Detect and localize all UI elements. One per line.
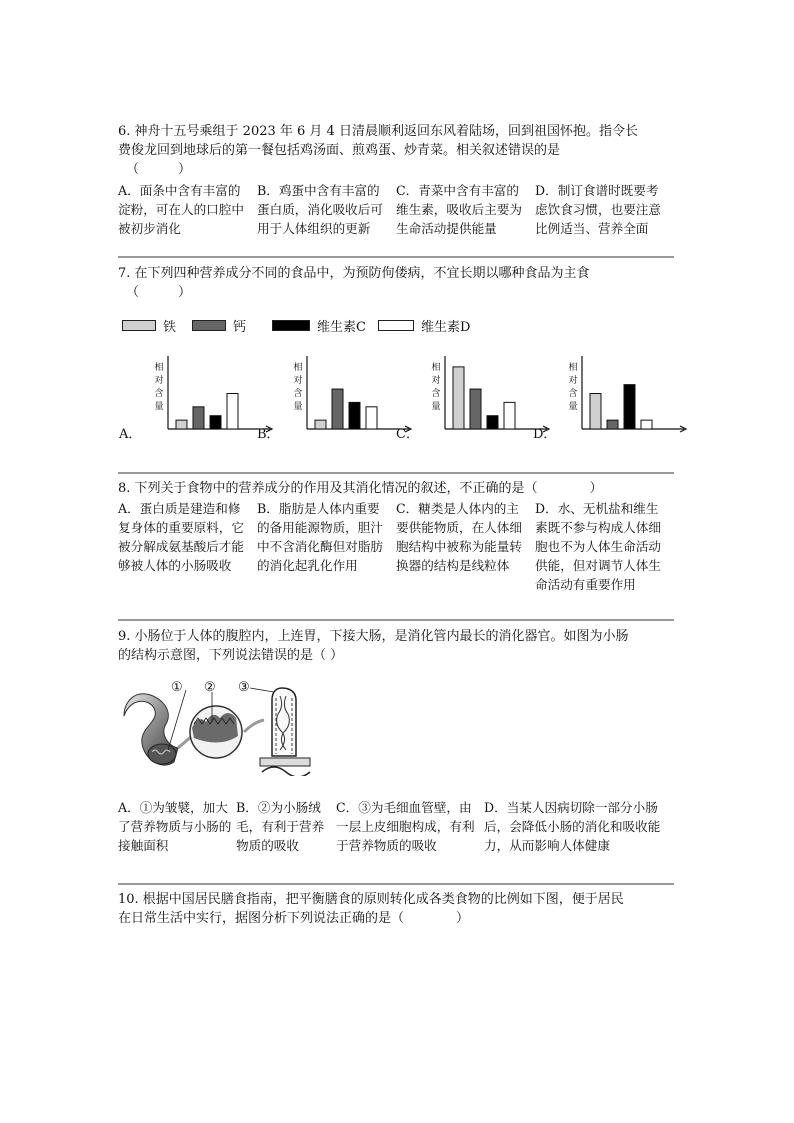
bar-c-iron	[453, 367, 464, 429]
leader-line-3	[250, 688, 274, 692]
bar-chart-c	[439, 354, 559, 439]
legend-label-iron: 铁	[163, 319, 177, 335]
question-6	[118, 122, 674, 238]
legend-swatch-vitamin-c	[272, 320, 310, 331]
bar-chart-a	[162, 354, 282, 439]
q10-stem-line1: 10. 根据中国居民膳食指南，把平衡膳食的原则转化成各类食物的比例如下图，便于居民	[118, 892, 624, 907]
legend-swatch-iron	[122, 320, 156, 331]
q7-option-d[interactable]: D．	[533, 427, 557, 442]
y-axis-label-c: 相对含量	[431, 363, 441, 412]
label-2: ②	[204, 680, 216, 695]
divider-3	[118, 619, 674, 621]
q9-stem-line1: 9. 小肠位于人体的腹腔内，上连胃，下接大肠，是消化管内最长的消化器官。如图为小肠	[118, 629, 629, 644]
q6-answer-blank: （ ）	[126, 162, 192, 177]
chart-legend	[122, 316, 542, 336]
q8-options	[118, 499, 674, 594]
question-7	[118, 264, 674, 302]
divider-2	[118, 472, 674, 474]
arrow-2	[244, 720, 264, 732]
q6-stem-line1: 6. 神舟十五号乘组于 2023 年 6 月 4 日清晨顺利返回东风着陆场，回到祖国怀抱。指令长	[118, 124, 638, 139]
label-1: ①	[171, 680, 183, 695]
y-axis-label-a: 相对含量	[154, 363, 164, 412]
q7-option-b[interactable]: B．	[257, 427, 280, 442]
bar-a-vitamin-d	[227, 394, 238, 430]
fold-magnified-circle	[190, 706, 242, 758]
q6-option-c[interactable]: C．青菜中含有丰富的维生素，吸收后主要为生命活动提供能量	[396, 183, 522, 236]
legend-label-vitamin-d: 维生素D	[421, 319, 471, 335]
question-8	[118, 479, 674, 594]
q8-stem: 8. 下列关于食物中的营养成分的作用及其消化情况的叙述，不正确的是（ ）	[118, 481, 603, 496]
q7-option-a[interactable]: A．	[119, 427, 142, 442]
q9-option-c[interactable]: C．③为毛细血管壁，由一层上皮细胞构成，有利于营养物质的吸收	[336, 800, 475, 853]
legend-label-vitamin-c: 维生素C	[317, 319, 366, 335]
q9-options	[118, 798, 674, 855]
q8-option-a[interactable]: A．蛋白质是建造和修复身体的重要原料，它被分解成氨基酸后才能够被人体的小肠吸收	[118, 501, 244, 573]
bar-d-iron	[590, 394, 601, 430]
bar-d-vitamin-d	[641, 420, 652, 429]
q8-option-c[interactable]: C．糖类是人体内的主要供能物质，在人体细胞结构中被称为能量转换器的结构是线粒体	[396, 501, 522, 573]
intestine-tube-drawing	[124, 694, 178, 765]
divider-4	[118, 883, 674, 885]
villus-drawing	[260, 688, 310, 776]
legend-swatch-vitamin-d	[378, 320, 414, 331]
y-axis-label-b: 相对含量	[293, 363, 303, 412]
bar-d-vitamin-c	[624, 385, 635, 429]
q8-option-d[interactable]: D．水、无机盐和维生素既不参与构成人体细胞也不为人体生命活动供能，但对调节人体生命活动有重要作用	[535, 501, 661, 592]
q9-option-a[interactable]: A．①为皱襞，加大了营养物质与小肠的接触面积	[118, 800, 232, 853]
divider-1	[118, 256, 674, 258]
legend-item-vitamin-c	[272, 316, 366, 334]
q6-stem-line2: 费俊龙回到地球后的第一餐包括鸡汤面、煎鸡蛋、炒青菜。相关叙述错误的是	[118, 143, 561, 158]
legend-swatch-calcium	[192, 320, 226, 331]
q7-answer-blank: （ ）	[126, 285, 192, 300]
bar-b-vitamin-d	[366, 407, 377, 429]
bar-c-vitamin-c	[487, 416, 498, 429]
bar-b-calcium	[332, 389, 343, 429]
question-10	[118, 890, 674, 928]
small-intestine-diagram	[120, 676, 320, 776]
legend-item-vitamin-d	[378, 316, 470, 334]
bar-a-vitamin-c	[210, 416, 221, 429]
bar-a-calcium	[193, 407, 204, 429]
question-9	[118, 627, 674, 665]
bar-c-calcium	[470, 389, 481, 429]
legend-item-iron	[122, 316, 176, 334]
bar-chart-d	[576, 354, 696, 439]
y-axis-label-d: 相对含量	[568, 363, 578, 412]
bar-b-vitamin-c	[349, 402, 360, 429]
legend-item-calcium	[192, 316, 246, 334]
leader-line-1	[168, 690, 186, 750]
q9-option-b[interactable]: B．②为小肠绒毛，有利于营养物质的吸收	[236, 800, 325, 853]
q7-option-c[interactable]: C．	[396, 427, 419, 442]
bar-a-iron	[176, 420, 187, 429]
q9-option-d[interactable]: D．当某人因病切除一部分小肠后，会降低小肠的消化和吸收能力，从而影响人体健康	[484, 800, 661, 853]
bar-d-calcium	[607, 420, 618, 429]
q9-options-wrap	[118, 798, 674, 855]
q6-option-d[interactable]: D．制订食谱时既要考虑饮食习惯，也要注意比例适当、营养全面	[535, 183, 661, 236]
bar-b-iron	[315, 420, 326, 429]
q10-stem-line2: 在日常生活中实行，据图分析下列说法正确的是（ ）	[118, 911, 470, 926]
q9-stem-line2: 的结构示意图，下列说法错误的是（ ）	[118, 648, 344, 663]
q6-option-b[interactable]: B．鸡蛋中含有丰富的蛋白质，消化吸收后可用于人体组织的更新	[257, 183, 383, 236]
q6-option-a[interactable]: A．面条中含有丰富的淀粉，可在人的口腔中被初步消化	[118, 183, 244, 236]
q6-options	[118, 181, 674, 238]
label-3: ③	[238, 680, 250, 695]
q8-option-b[interactable]: B．脂肪是人体内重要的备用能源物质，胆汁中不含消化酶但对脂肪的消化起乳化作用	[257, 501, 383, 573]
bar-c-vitamin-d	[504, 402, 515, 429]
q7-stem: 7. 在下列四种营养成分不同的食品中，为预防佝偻病，不宜长期以哪种食品为主食	[118, 266, 590, 281]
bar-chart-b	[301, 354, 421, 439]
legend-label-calcium: 钙	[233, 319, 247, 335]
